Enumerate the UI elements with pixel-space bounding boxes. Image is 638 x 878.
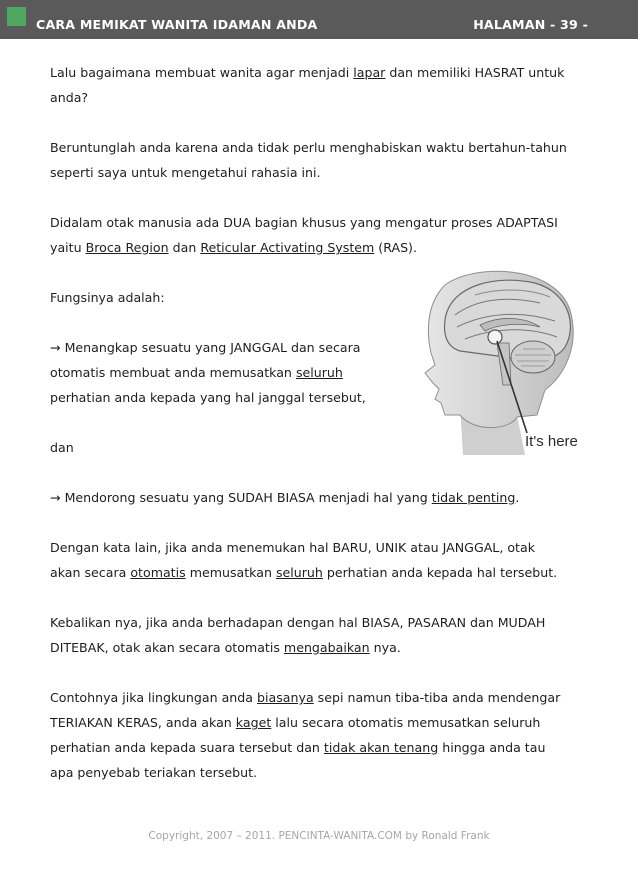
underlined-text: tidak akan tenang xyxy=(323,740,439,755)
text: lalu secara otomatis memusatkan seluruh xyxy=(271,715,541,730)
brain-head-icon xyxy=(405,265,590,455)
footer-copyright: Copyright, 2007 – 2011. PENCINTA-WANITA.COM by Ronald Frank xyxy=(148,830,490,842)
text: anda? xyxy=(50,90,89,105)
paragraph-9 xyxy=(50,610,595,660)
arrow-icon: → xyxy=(50,490,61,505)
arrow-icon: → xyxy=(50,340,61,355)
underlined-text: tidak penting xyxy=(431,490,516,505)
text: hingga anda tau xyxy=(438,740,546,755)
underlined-text: lapar xyxy=(353,65,386,80)
underlined-text: Broca Region xyxy=(85,240,169,255)
paragraph-3 xyxy=(50,210,595,260)
underlined-text: seluruh xyxy=(275,565,323,580)
underlined-text: biasanya xyxy=(257,690,314,705)
text: Didalam otak manusia ada DUA bagian khusus yang mengatur proses ADAPTASI xyxy=(50,215,558,230)
text: Kebalikan nya, jika anda berhadapan dengan hal BIASA, PASARAN dan MUDAH xyxy=(50,615,546,630)
text: dan xyxy=(168,240,201,255)
text: memusatkan xyxy=(185,565,276,580)
text: DITEBAK, otak akan secara otomatis xyxy=(50,640,284,655)
header-title: CARA MEMIKAT WANITA IDAMAN ANDA xyxy=(36,17,318,32)
text: nya. xyxy=(369,640,401,655)
text: Mendorong sesuatu yang SUDAH BIASA menjadi hal yang xyxy=(60,490,432,505)
paragraph-6: dan xyxy=(50,440,74,455)
text: dan memiliki HASRAT untuk xyxy=(385,65,565,80)
paragraph-4: Fungsinya adalah: xyxy=(50,290,165,305)
underlined-text: kaget xyxy=(235,715,272,730)
header-accent-square xyxy=(7,7,26,26)
underlined-text: Reticular Activating System xyxy=(200,240,375,255)
underlined-text: otomatis xyxy=(130,565,186,580)
text: Menangkap sesuatu yang JANGGAL dan secara xyxy=(60,340,361,355)
text: Dengan kata lain, jika anda menemukan hal BARU, UNIK atau JANGGAL, otak xyxy=(50,540,535,555)
figure-caption: It's here xyxy=(525,433,578,450)
text: Beruntunglah anda karena anda tidak perlu menghabiskan waktu bertahun-tahun xyxy=(50,140,567,155)
text: seperti saya untuk mengetahui rahasia ini. xyxy=(50,165,321,180)
text: Lalu bagaimana membuat wanita agar menjadi xyxy=(50,65,354,80)
text: apa penyebab teriakan tersebut. xyxy=(50,765,258,780)
underlined-text: seluruh xyxy=(295,365,343,380)
text: (RAS). xyxy=(374,240,417,255)
paragraph-1 xyxy=(50,60,595,110)
text: Contohnya jika lingkungan anda xyxy=(50,690,258,705)
text: akan secara xyxy=(50,565,131,580)
paragraph-2 xyxy=(50,135,595,185)
text: otomatis membuat anda memusatkan xyxy=(50,365,296,380)
paragraph-7 xyxy=(50,485,595,510)
text: TERIAKAN KERAS, anda akan xyxy=(50,715,236,730)
page-header xyxy=(0,0,638,39)
paragraph-10 xyxy=(50,685,595,785)
paragraph-8 xyxy=(50,535,595,585)
text: sepi namun tiba-tiba anda mendengar xyxy=(313,690,561,705)
text: . xyxy=(515,490,520,505)
text: perhatian anda kepada hal tersebut. xyxy=(322,565,558,580)
underlined-text: mengabaikan xyxy=(283,640,370,655)
text: perhatian anda kepada yang hal janggal tersebut, xyxy=(50,390,366,405)
text: yaitu xyxy=(50,240,86,255)
page-number: HALAMAN - 39 - xyxy=(473,17,588,32)
text: perhatian anda kepada suara tersebut dan xyxy=(50,740,324,755)
